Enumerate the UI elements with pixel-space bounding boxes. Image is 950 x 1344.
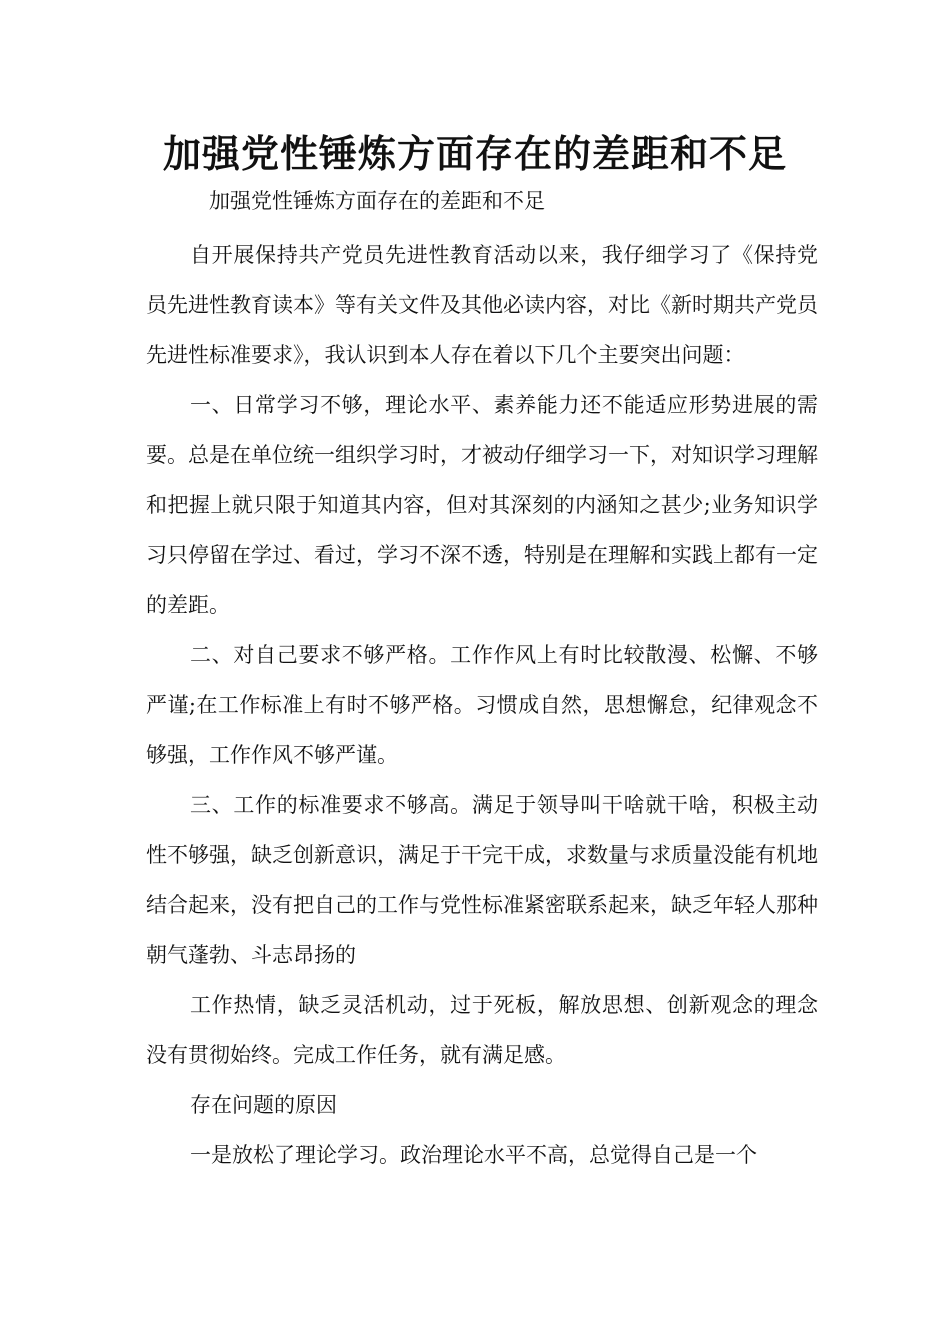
paragraph-cause-one: 一是放松了理论学习。政治理论水平不高，总觉得自己是一个: [190, 1143, 757, 1167]
paragraph-issue-three: 三、工作的标准要求不够高。满足于领导叫干啥就干啥，积极主动性不够强，缺乏创新意识，满足于干完干成，求数量与求质量没能有机地结合起来，没有把自己的工作与党性标准紧密联系起来，缺乏年轻人那种朝气蓬勃、斗志昂扬的: [146, 793, 818, 967]
paragraph-intro: 自开展保持共产党员先进性教育活动以来，我仔细学习了《保持党员先进性教育读本》等有关文件及其他必读内容，对比《新时期共产党员先进性标准要求》，我认识到本人存在着以下几个主要突出问题：: [146, 243, 818, 367]
paragraph-issue-two: 二、对自己要求不够严格。工作作风上有时比较散漫、松懈、不够严谨;在工作标准上有时不够严格。习惯成自然，思想懈怠，纪律观念不够强，工作作风不够严谨。: [146, 643, 818, 767]
document-subtitle: 加强党性锤炼方面存在的差距和不足: [209, 189, 545, 213]
section-heading-causes: 存在问题的原因: [190, 1093, 337, 1117]
document-title: 加强党性锤炼方面存在的差距和不足: [162, 132, 787, 176]
paragraph-issue-three-continued: 工作热情，缺乏灵活机动，过于死板，解放思想、创新观念的理念没有贯彻始终。完成工作任务，就有满足感。: [146, 993, 818, 1067]
paragraph-issue-one: 一、日常学习不够，理论水平、素养能力还不能适应形势进展的需要。总是在单位统一组织学习时，才被动仔细学习一下，对知识学习理解和把握上就只限于知道其内容，但对其深刻的内涵知之甚少;业务知识学习只停留在学过、看过，学习不深不透，特别是在理解和实践上都有一定的差距。: [146, 393, 818, 617]
document-body: [146, 180, 818, 1180]
